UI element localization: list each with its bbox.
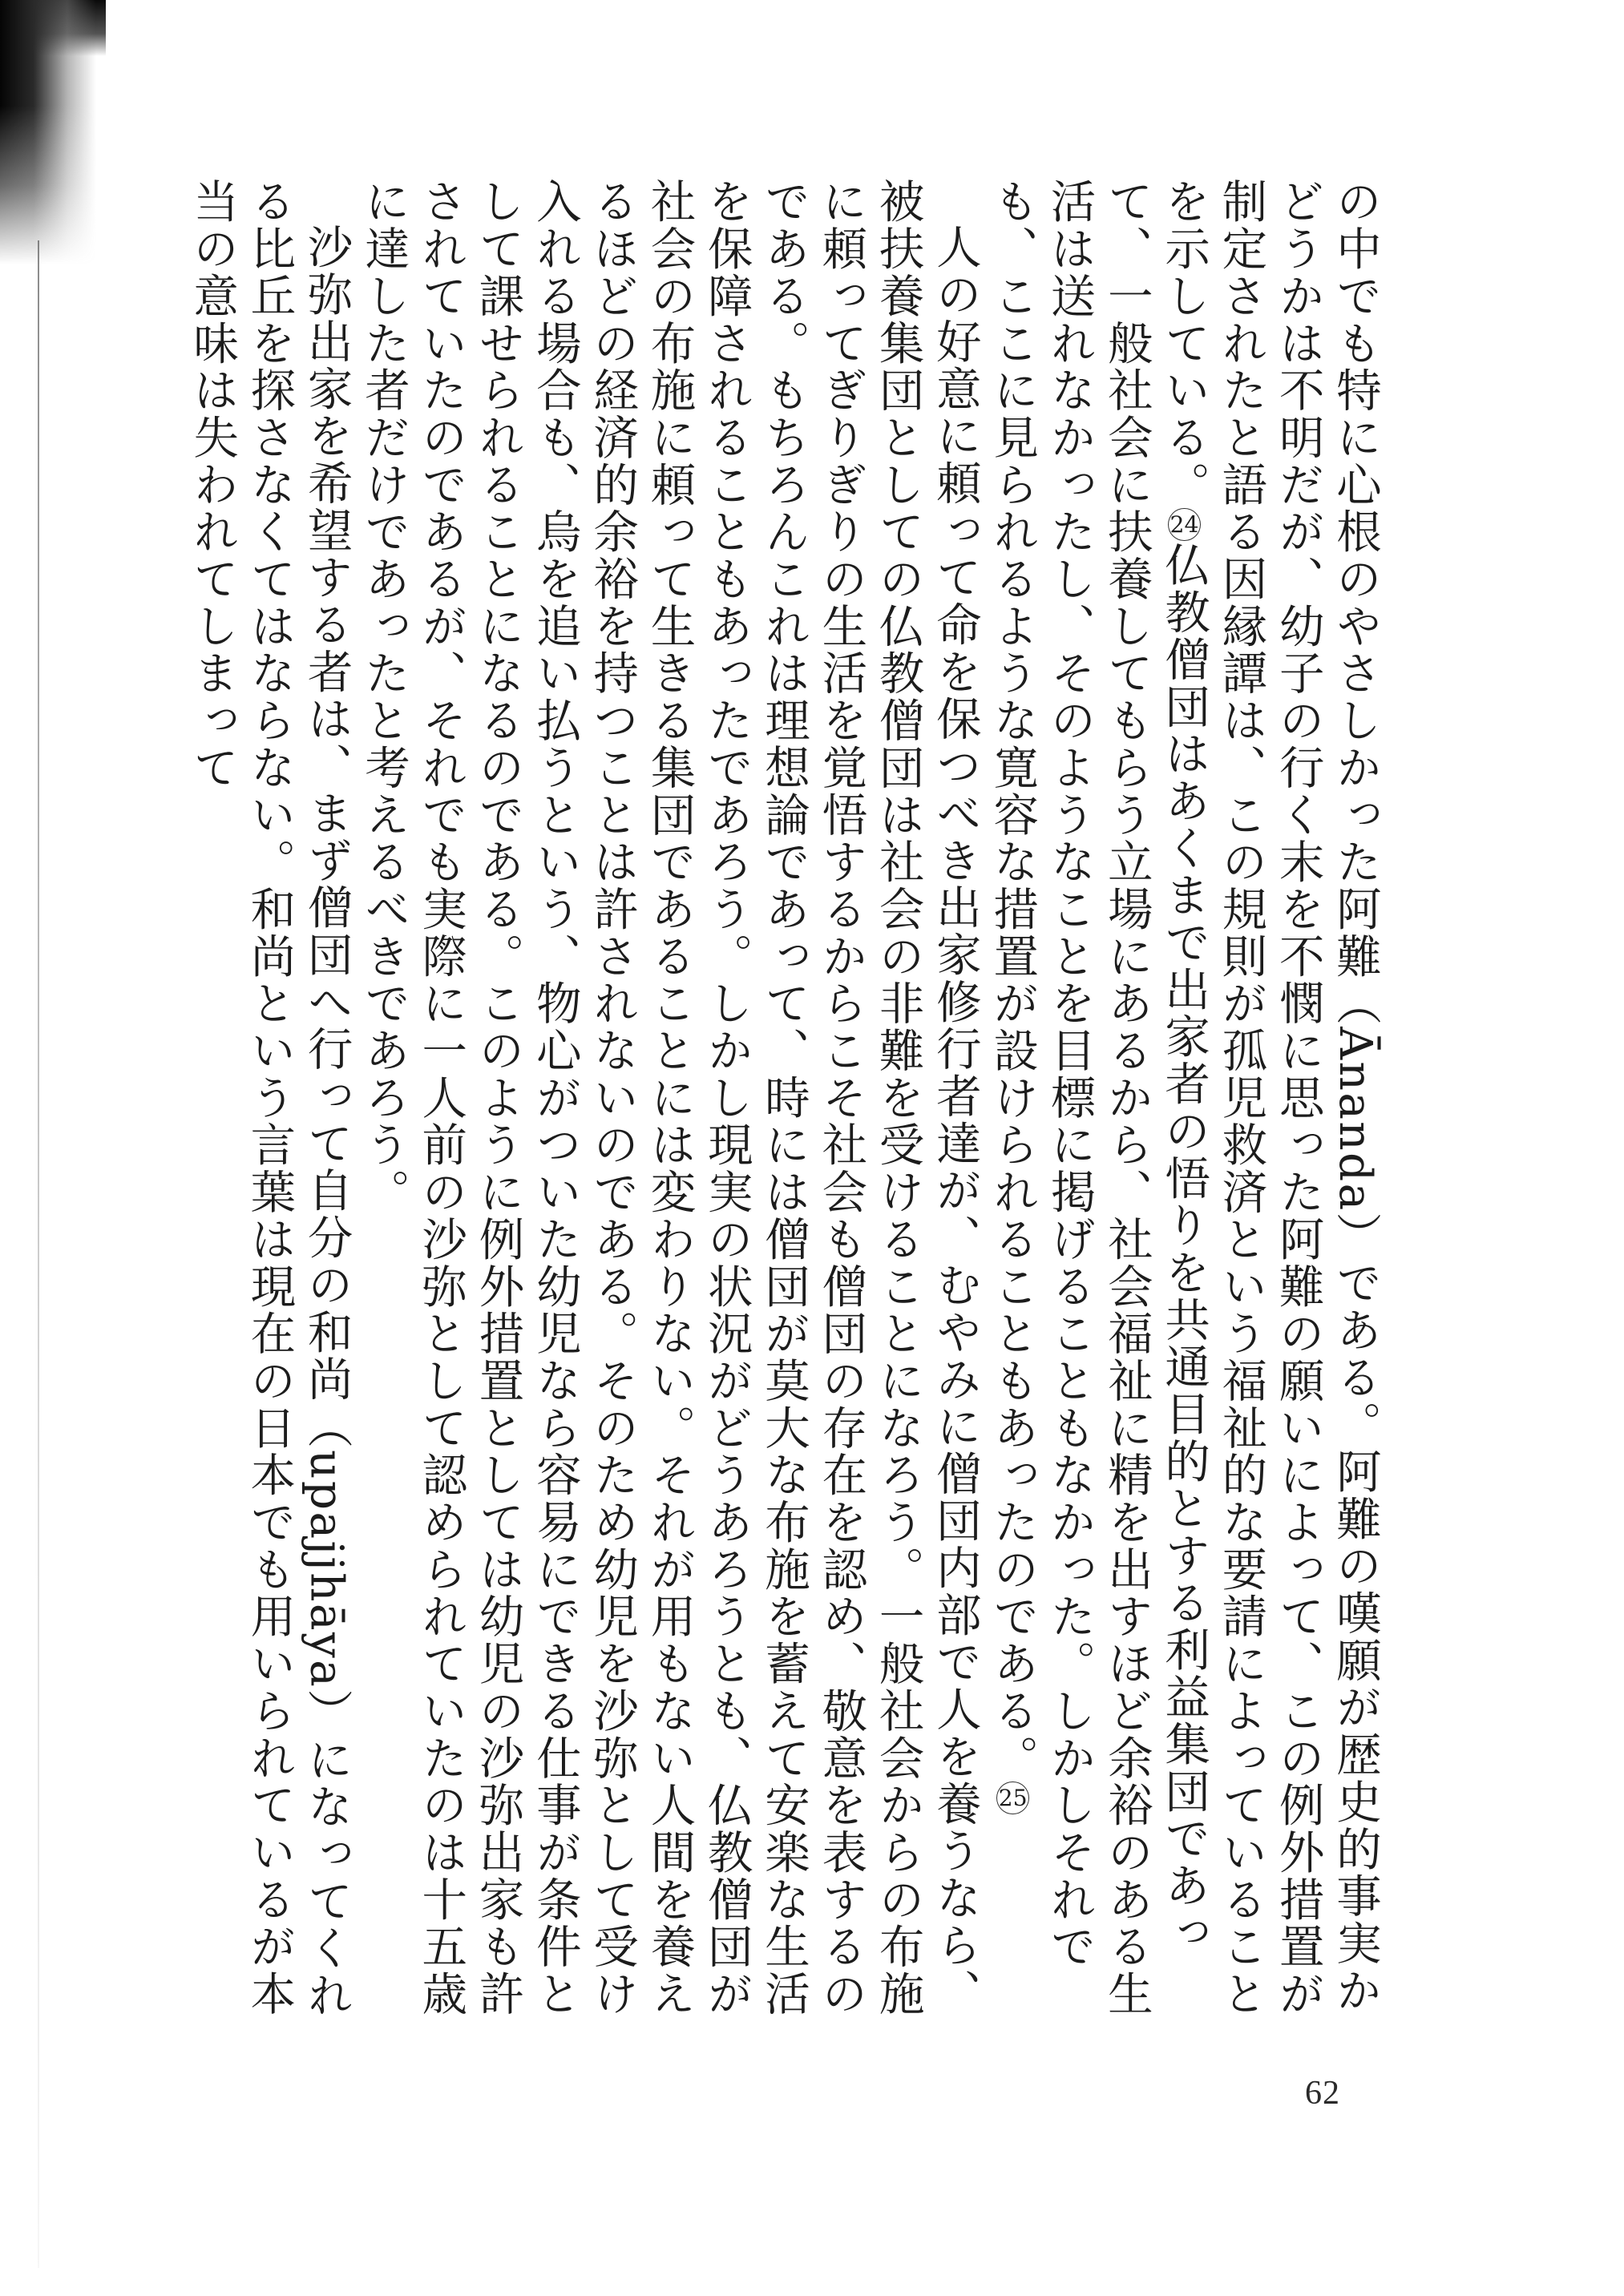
footnote-marker: 25: [996, 1782, 1029, 1815]
paragraph: [984, 178, 1384, 2045]
paragraph-text: 人の好意に頼って命を保つべき出家修行者達が、むやみに僧団内部で人を養うなら、被扶養集団としての仏教僧団は社会の非難を受けることになろう。一般社会からの布施に頼ってぎりぎりの生活を覚悟するからこそ社会も僧団の存在を認め、敬意を表するのである。もちろんこれは理想論であって、時には僧団が莫大な布施を蓄えて安楽な生活を保障されることもあったであろう。しかし現実の状況がどうあろうとも、仏教僧団が社会の布施に頼って生きる集団であることには変わりない。それが用もない人間を養えるほどの経済的余裕を持つことは許されないのである。そのため幼児を沙弥として受け入れる場合も、烏を追い払うという、物心がついた幼児なら容易にできる仕事が条件として課せられることになるのである。このように例外措置としては幼児の沙弥出家も許されていたのであるが、それでも実際に一人前の沙弥として認められていたのは十五歳に達した者だけであったと考えるべきであろう。: [357, 178, 981, 2018]
paragraph-text: 沙弥出家を希望する者は、まず僧団へ行って自分の和尚（upajjhāya）になってくれる比丘を探さなくてはならない。和尚という言葉は現在の日本でも用いられているが本当の意味は失われてしまって: [186, 178, 353, 2019]
vertical-text-body: [184, 178, 1384, 2045]
paragraph: [355, 178, 984, 2045]
scan-shadow: [0, 0, 96, 264]
page-binding-edge: [38, 240, 39, 2268]
paragraph-text: 仏教僧団はあくまで出家者の悟りを共通目的とする利益集団であって、一般社会に扶養してもらう立場にあるから、社会福祉に精を出すほど余裕のある生活は送れなかったし、そのようなことを目標に掲げることもなかった。しかしそれでも、ここに見られるような寛容な措置が設けられることもあったのである。: [986, 178, 1210, 2018]
footnote-marker: 24: [1168, 508, 1201, 542]
page-number: 62: [1305, 2075, 1340, 2112]
paragraph-text: の中でも特に心根のやさしかった阿難（Ānanda）である。阿難の嘆願が歴史的事実かどうかは不明だが、幼子の行く末を不憫に思った阿難の願いによって、この例外措置が制定されたと語る因縁譚は、この規則が孤児救済という福祉的な要請によっていることを示している。: [1157, 178, 1381, 2018]
paragraph: [184, 178, 355, 2045]
